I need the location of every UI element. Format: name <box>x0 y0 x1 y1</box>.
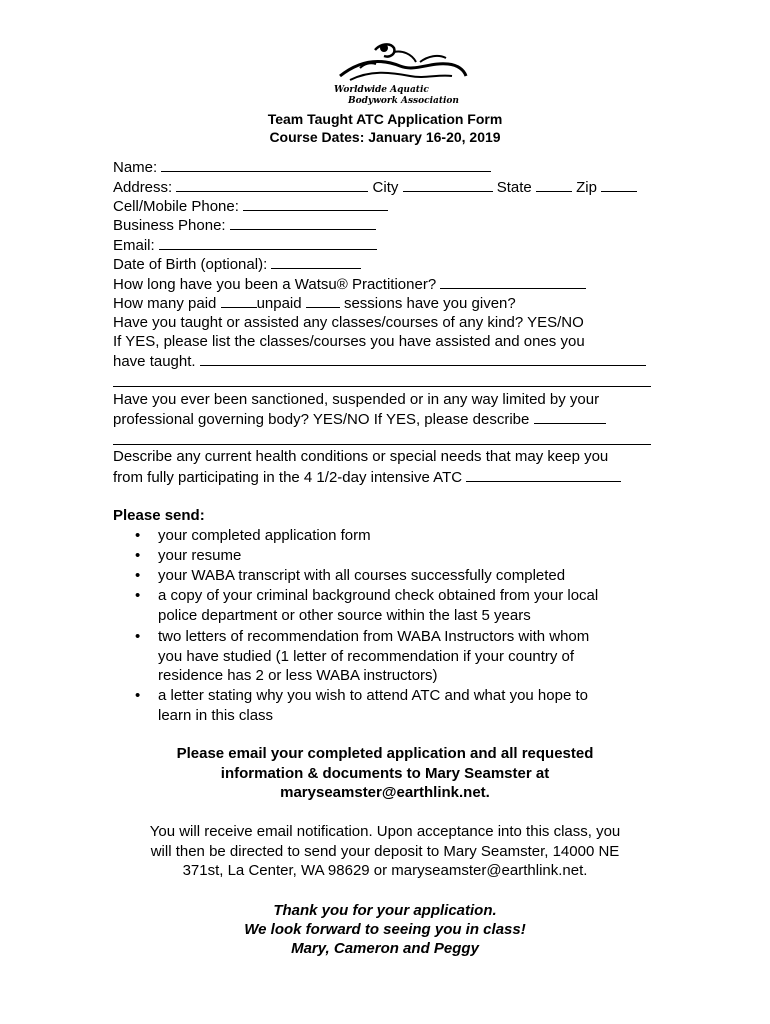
business-phone-row <box>113 215 376 236</box>
list-item-text: police department or other source within the last 5 years <box>158 607 531 624</box>
sessions-label-c: sessions have you given? <box>343 295 516 312</box>
city-label: City <box>372 179 399 196</box>
name-row <box>113 157 491 178</box>
dob-label: Date of Birth (optional): <box>113 256 268 273</box>
cell-phone-field[interactable] <box>243 196 388 211</box>
email-field[interactable] <box>159 235 377 250</box>
sanctioned-field[interactable] <box>534 409 606 424</box>
bullet-icon: • <box>135 628 141 645</box>
sanctioned-line-2: professional governing body? YES/NO If YES, please describe <box>113 411 530 428</box>
paid-sessions-field[interactable] <box>221 293 257 308</box>
closing-line-2: We look forward to seeing you in class! <box>244 921 526 938</box>
list-item-text: a copy of your criminal background check obtained from your local <box>158 587 599 604</box>
watsu-label: How long have you been a Watsu® Practitioner? <box>113 276 437 293</box>
sessions-row <box>113 293 516 314</box>
sanctioned-field-extra-line[interactable] <box>113 444 651 445</box>
notification-line-1: You will receive email notification. Upon acceptance into this class, you <box>149 823 621 840</box>
business-phone-label: Business Phone: <box>113 217 226 234</box>
bullet-icon: • <box>135 587 141 604</box>
zip-label: Zip <box>576 179 597 196</box>
health-field[interactable] <box>466 467 621 482</box>
sessions-label-b: unpaid <box>256 295 302 312</box>
bullet-icon: • <box>135 527 141 544</box>
list-item-text: your completed application form <box>158 527 371 544</box>
business-phone-field[interactable] <box>230 215 376 230</box>
list-item-text: your resume <box>158 547 242 564</box>
list-item-text: learn in this class <box>158 707 274 724</box>
email-label: Email: <box>113 237 155 254</box>
email-row <box>113 235 377 256</box>
health-row <box>113 467 621 488</box>
taught-field-extra-line[interactable] <box>113 386 651 387</box>
address-label: Address: <box>113 179 173 196</box>
closing-line-1: Thank you for your application. <box>273 902 497 919</box>
course-dates: Course Dates: January 16-20, 2019 <box>269 129 501 145</box>
name-field[interactable] <box>161 157 491 172</box>
unpaid-sessions-field[interactable] <box>306 293 340 308</box>
email-note-line-1: Please email your completed application and all requested <box>176 745 594 762</box>
cell-phone-row <box>113 196 388 217</box>
bullet-icon: • <box>135 547 141 564</box>
watsu-row <box>113 274 586 295</box>
bullet-icon: • <box>135 567 141 584</box>
health-line-2: from fully participating in the 4 1/2-day intensive ATC <box>113 469 463 486</box>
state-field[interactable] <box>536 177 572 192</box>
logo-text-line1: Worldwide Aquatic <box>334 85 429 95</box>
address-field[interactable] <box>176 177 368 192</box>
zip-field[interactable] <box>601 177 637 192</box>
list-item-text: residence has 2 or less WABA instructors) <box>158 667 438 684</box>
closing-line-3: Mary, Cameron and Peggy <box>291 940 479 957</box>
name-label: Name: <box>113 159 158 176</box>
cell-phone-label: Cell/Mobile Phone: <box>113 198 239 215</box>
form-title: Team Taught ATC Application Form <box>267 111 503 127</box>
notification-line-3: 371st, La Center, WA 98629 or maryseamster@earthlink.net. <box>182 862 588 879</box>
swimmer-logo-icon <box>320 40 470 90</box>
if-yes-line-2: have taught. <box>113 353 196 370</box>
email-note-line-3: maryseamster@earthlink.net. <box>280 784 490 801</box>
taught-field[interactable] <box>200 351 646 366</box>
list-item-text: your WABA transcript with all courses successfully completed <box>158 567 566 584</box>
sanctioned-line-1: Have you ever been sanctioned, suspended or in any way limited by your <box>113 391 600 408</box>
please-send-heading: Please send: <box>113 507 205 524</box>
sessions-label-a: How many paid <box>113 295 217 312</box>
state-label: State <box>496 179 532 196</box>
dob-field[interactable] <box>271 254 361 269</box>
notification-line-2: will then be directed to send your deposit to Mary Seamster, 14000 NE <box>150 843 620 860</box>
address-row <box>113 177 637 198</box>
taught-question: Have you taught or assisted any classes/courses of any kind? YES/NO <box>113 314 584 331</box>
if-yes-row <box>113 351 646 372</box>
email-note-line-2: information & documents to Mary Seamster at <box>220 765 550 782</box>
list-item-text: a letter stating why you wish to attend ATC and what you hope to <box>158 687 588 704</box>
waba-logo <box>320 40 470 108</box>
bullet-icon: • <box>135 687 141 704</box>
dob-row <box>113 254 361 275</box>
list-item-text: you have studied (1 letter of recommendation if your country of <box>158 648 575 665</box>
if-yes-line-1: If YES, please list the classes/courses you have assisted and ones you <box>113 333 585 350</box>
sanctioned-row <box>113 409 606 430</box>
watsu-field[interactable] <box>440 274 586 289</box>
list-item-text: two letters of recommendation from WABA Instructors with whom <box>158 628 590 645</box>
health-line-1: Describe any current health conditions or special needs that may keep you <box>113 448 609 465</box>
logo-text-line2: Bodywork Association <box>348 96 459 106</box>
city-field[interactable] <box>403 177 493 192</box>
